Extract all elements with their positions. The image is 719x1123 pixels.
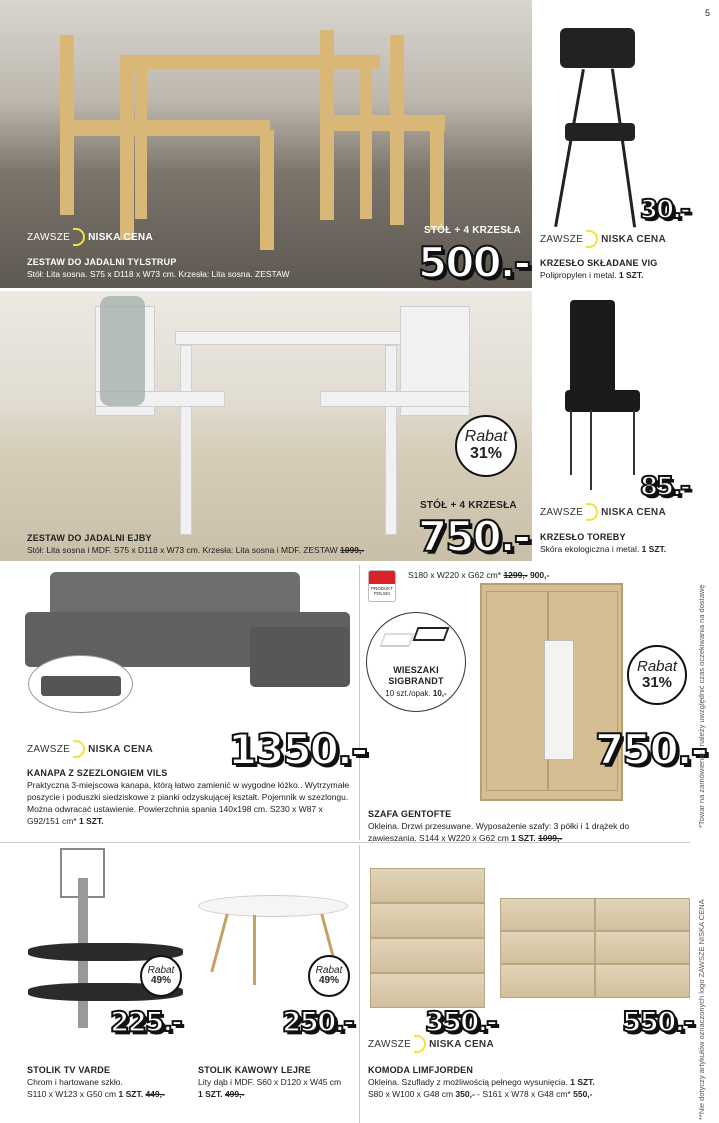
- footnote-logo: **Nie dotyczy artykułów oznaczonych logo ZAWSZE NISKA CENA: [697, 899, 706, 1120]
- tv-stand-image: [28, 848, 188, 1028]
- product-title: ZESTAW DO JADALNI EJBY: [27, 533, 152, 543]
- rabat-badge: Rabat 49%: [140, 955, 182, 997]
- product-title: KRZESŁO TOREBY: [540, 532, 626, 542]
- price: 1350.-: [228, 725, 367, 774]
- set-label: STÓŁ + 4 KRZESŁA: [420, 500, 517, 511]
- zawsze-niska-cena-logo: ZAWSZE NISKA CENA: [368, 1035, 494, 1053]
- price: 750.-: [418, 512, 530, 561]
- product-title: KANAPA Z SZEZLONGIEM VILS: [27, 768, 168, 778]
- product-description: Skóra ekologiczna i metal. 1 SZT.: [540, 544, 667, 554]
- price: 30.-: [640, 195, 689, 225]
- price: 85.-: [640, 472, 689, 502]
- price: 225.-: [110, 1005, 181, 1038]
- price: 350.-: [425, 1005, 496, 1038]
- footnote-order: *Towar na zamówienie - należy uwzględnić czas oczekiwania na dostawę: [697, 584, 706, 828]
- zawsze-niska-cena-logo: ZAWSZE NISKA CENA: [540, 230, 666, 248]
- product-title: ZESTAW DO JADALNI TYLSTRUP: [27, 257, 177, 267]
- product-title: STOLIK KAWOWY LEJRE: [198, 1065, 311, 1075]
- product-description: Polipropylen i metal. 1 SZT.: [540, 270, 644, 280]
- product-title: STOLIK TV VARDE: [27, 1065, 111, 1075]
- zawsze-niska-cena-logo: ZAWSZE NISKA CENA: [540, 503, 666, 521]
- hangers-circle: WIESZAKI SIGBRANDT 10 szt./opak. 10,-: [366, 612, 466, 712]
- product-title: KOMODA LIMFJORDEN: [368, 1065, 474, 1075]
- toreby-chair-image: [565, 300, 645, 490]
- set-label: STÓŁ + 4 KRZESŁA: [424, 225, 521, 236]
- dresser-wide-image: [500, 898, 690, 998]
- sofa-bed-inset: [28, 655, 133, 713]
- zawsze-niska-cena-logo: ZAWSZE NISKA CENA: [27, 228, 153, 246]
- rabat-badge: Rabat 31%: [627, 645, 687, 705]
- product-description: Stół: Lita sosna i MDF. S75 x D118 x W73 cm. Krzesła: Lita sosna i MDF. ZESTAW 1099,-: [27, 545, 365, 555]
- price: 250.-: [282, 1005, 353, 1038]
- page-number: 5: [705, 8, 711, 18]
- dresser-small-image: [370, 868, 485, 1008]
- product-title: SZAFA GENTOFTE: [368, 809, 452, 819]
- product-description: Chrom i hartowane szkło. S110 x W123 x G50 cm 1 SZT. 449,-: [27, 1077, 165, 1099]
- rabat-badge: Rabat 31%: [455, 415, 517, 477]
- price: 750.-: [595, 725, 707, 774]
- rabat-badge: Rabat 49%: [308, 955, 350, 997]
- product-description: Okleina. Szuflady z możliwością pełnego wysunięcia. 1 SZT. S80 x W100 x G48 cm 350,- - S161 x W78 x G48 cm* 550,-: [368, 1077, 595, 1099]
- product-description: Okleina. Drzwi przesuwane. Wyposażenie szafy: 3 półki i 1 drążek do zawieszania. S144 x W220 x G62 cm 1 SZT. 1099,-: [368, 821, 630, 843]
- product-description: Praktyczna 3-miejscowa kanapa, którą łatwo zamienić w wygodne łóżko.. Wytrzymałe poszycie i poduszki siedziskowe z pianki odzyskującej kształt. Pojemnik w szezlongu. Można odwracać ustawienie. Powierzchnia spania 140x198 cm. S230 x W87 x G92/151 cm* 1 SZT.: [27, 780, 350, 826]
- zawsze-niska-cena-logo: ZAWSZE NISKA CENA: [27, 740, 153, 758]
- produkt-polski-badge: PRODUKT POLSKI: [368, 570, 396, 602]
- price: 500.-: [418, 238, 530, 287]
- product-title: KRZESŁO SKŁADANE VIG: [540, 258, 658, 268]
- price: 550.-: [622, 1005, 693, 1038]
- variant-price: S180 x W220 x G62 cm* 1299,- 900,-: [408, 570, 550, 580]
- product-description: Stół: Lita sosna. S75 x D118 x W73 cm. Krzesła: Lita sosna. ZESTAW: [27, 269, 290, 279]
- folding-chair-image: [560, 28, 640, 228]
- product-description: Lity dąb i MDF. S60 x D120 x W45 cm 1 SZT. 499,-: [198, 1077, 342, 1099]
